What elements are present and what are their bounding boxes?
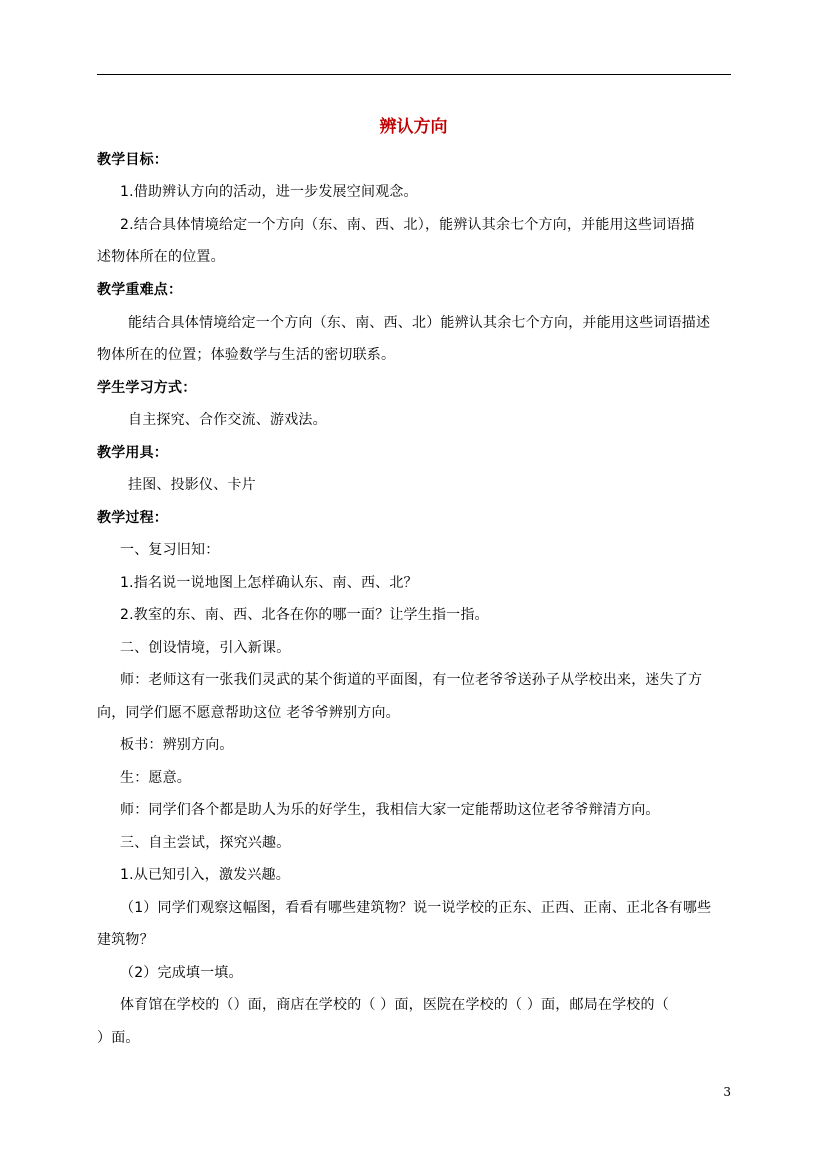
- heading-teaching-aids: 教学用具：: [97, 445, 168, 461]
- process-line: 1.从已知引入，激发兴趣。: [120, 867, 290, 883]
- process-line-cont: 向，同学们愿不愿意帮助这位 老爷爷辨别方向。: [97, 705, 400, 721]
- process-line: 师：同学们各个都是助人为乐的好学生，我相信大家一定能帮助这位老爷爷辩清方向。: [120, 802, 660, 818]
- learning-mode-text: 自主探究、合作交流、游戏法。: [128, 412, 327, 428]
- process-line: 师：老师这有一张我们灵武的某个街道的平面图，有一位老爷爷送孙子从学校出来，迷失了方: [120, 672, 703, 688]
- process-line: 1.指名说一说地图上怎样确认东、南、西、北？: [120, 575, 418, 591]
- page-number: 3: [723, 1085, 731, 1099]
- teaching-aids-text: 挂图、投影仪、卡片: [128, 477, 256, 493]
- objective-2-cont: 述物体所在的位置。: [97, 249, 225, 265]
- objective-1: 1.借助辨认方向的活动，进一步发展空间观念。: [120, 184, 418, 200]
- fill-in-blanks-cont: ）面。: [97, 1030, 140, 1046]
- process-line-cont: 建筑物？: [97, 932, 154, 948]
- page-title: 辨认方向: [379, 117, 448, 137]
- process-step-1: 一、复习旧知：: [120, 542, 220, 558]
- objective-2: 2.结合具体情境给定一个方向（东、南、西、北），能辨认其余七个方向，并能用这些词语描: [120, 217, 695, 233]
- process-line: 生：愿意。: [120, 770, 191, 786]
- header-rule: [97, 74, 731, 75]
- process-step-2: 二、创设情境，引入新课。: [120, 640, 291, 656]
- key-points-text: 能结合具体情境给定一个方向（东、南、西、北）能辨认其余七个方向，并能用这些词语描述: [128, 315, 711, 331]
- key-points-text-cont: 物体所在的位置；体验数学与生活的密切联系。: [97, 347, 396, 363]
- process-line: （1）同学们观察这幅图，看看有哪些建筑物？说一说学校的正东、正西、正南、正北各有哪些: [120, 900, 712, 916]
- process-line: 2.教室的东、南、西、北各在你的哪一面？让学生指一指。: [120, 607, 489, 623]
- process-step-3: 三、自主尝试，探究兴趣。: [120, 835, 291, 851]
- heading-learning-mode: 学生学习方式：: [97, 380, 197, 396]
- process-line: 板书：辨别方向。: [120, 737, 234, 753]
- heading-objectives: 教学目标：: [97, 152, 168, 168]
- heading-process: 教学过程：: [97, 510, 168, 526]
- heading-key-points: 教学重难点：: [97, 282, 183, 298]
- fill-in-blanks: 体育馆在学校的（）面，商店在学校的（ ）面，医院在学校的（ ）面，邮局在学校的（: [120, 997, 669, 1013]
- process-line: （2）完成填一填。: [120, 965, 243, 981]
